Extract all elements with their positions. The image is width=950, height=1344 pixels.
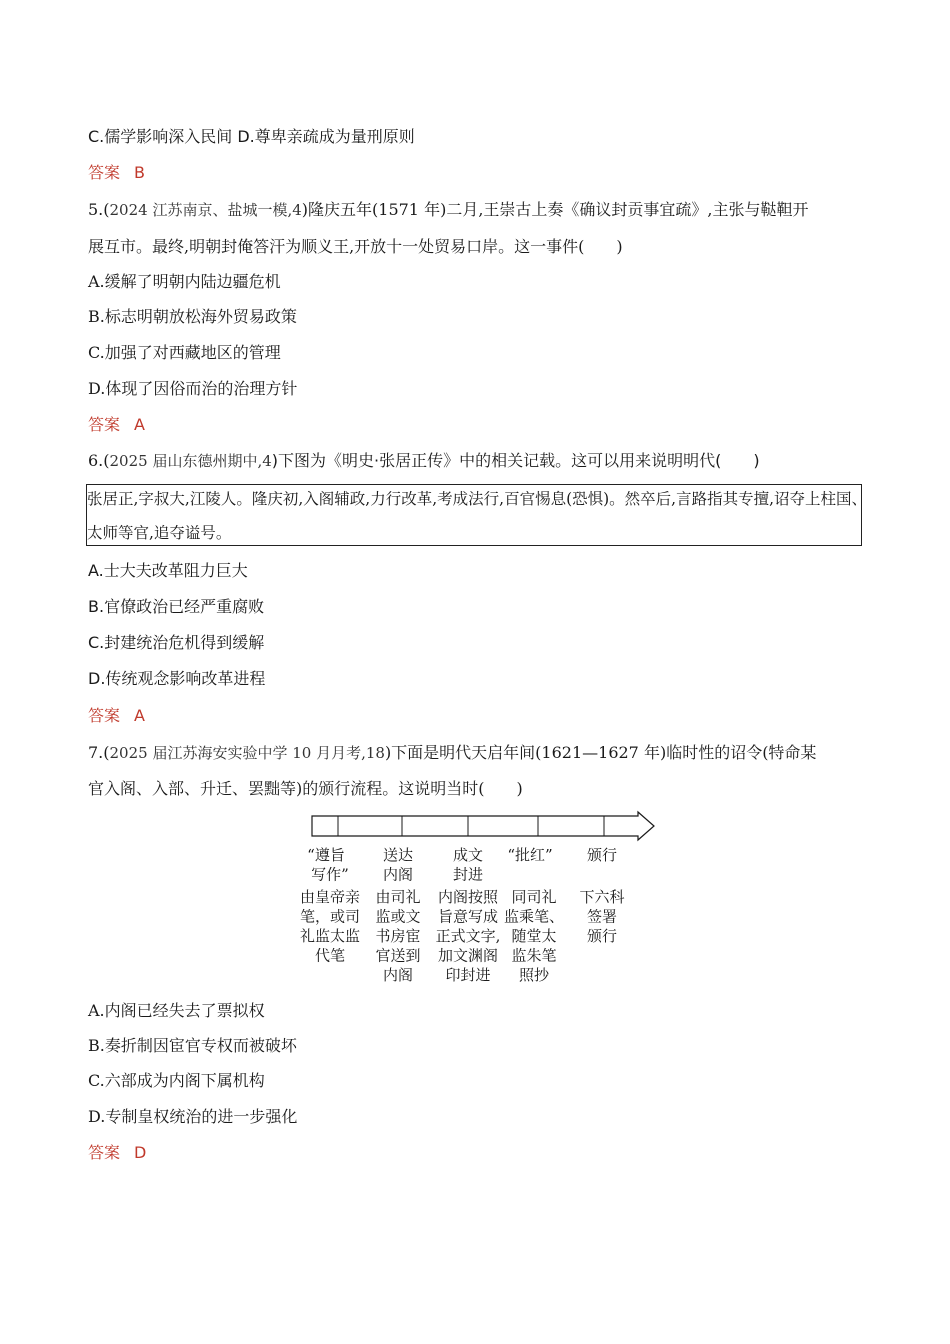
flow-step-description: 监朱笔	[511, 946, 557, 965]
flow-step-description: 监或文	[375, 907, 421, 926]
q7-option-d: D.专制皇权统治的进一步强化	[88, 1107, 298, 1126]
q4-options-cd: C.儒学影响深入民间 D.尊卑亲疏成为量刑原则	[88, 127, 415, 146]
answer-value: A	[134, 415, 145, 434]
flow-step-description: 下六科	[579, 888, 625, 906]
flow-step-description: 加文渊阁	[437, 946, 499, 965]
q6-option-a: A.士大夫改革阻力巨大	[88, 561, 248, 580]
q5-option-b: B.标志明朝放松海外贸易政策	[88, 307, 297, 326]
flow-step-title: 内阁	[382, 865, 414, 884]
q5-answer	[88, 414, 145, 436]
quote-line-1: 张居正,字叔大,江陵人。隆庆初,入阁辅政,力行改革,考成法行,百官惕息(恐惧)。然卒后,言路指其专擅,诏夺上柱国、	[87, 490, 868, 508]
q5-option-a: A.缓解了明朝内陆边疆危机	[88, 272, 281, 291]
q5-option-d: D.体现了因俗而治的治理方针	[88, 379, 298, 398]
question-source: 2025 届江苏海安实验中学 10 月月考,18	[109, 744, 385, 762]
q6-answer	[88, 705, 145, 727]
stem-text: )隆庆五年(1571 年)二月,王崇古上奏《确议封贡事宜疏》,主张与鞑靼开	[301, 200, 809, 219]
flow-step-description: 监乘笔、	[503, 907, 565, 926]
flow-step-description: 旨意写成	[437, 907, 499, 926]
quote-box	[86, 484, 868, 546]
flow-step-title: 写作”	[311, 865, 349, 884]
flow-step-description: 官送到	[375, 946, 421, 965]
q5-stem-line-2: 展互市。最终,明朝封俺答汗为顺义王,开放十一处贸易口岸。这一事件( )	[88, 237, 623, 256]
flow-step-title: “遵旨	[307, 846, 345, 864]
q6-option-c: C.封建统治危机得到缓解	[88, 633, 265, 652]
question-number: 7.(	[88, 743, 110, 762]
flow-step-description: 内阁	[382, 966, 414, 984]
answer-label: 答案	[88, 706, 121, 725]
q7-stem-line-2: 官入阁、入部、升迁、罢黜等)的颁行流程。这说明当时( )	[88, 779, 523, 798]
flow-step-description: 颁行	[586, 927, 618, 945]
flow-step-description: 书房宦	[375, 927, 421, 945]
answer-label: 答案	[88, 163, 121, 182]
flow-step-description: 由司礼	[375, 888, 421, 906]
flow-step-title: 送达	[382, 846, 414, 864]
q6-stem	[88, 450, 760, 472]
stem-text: )下图为《明史·张居正传》中的相关记载。这可以用来说明明代( )	[271, 451, 760, 470]
flow-step-description: 笔，或司	[299, 907, 361, 926]
q6-option-d: D.传统观念影响改革进程	[88, 669, 266, 688]
flow-step-description: 签署	[586, 907, 618, 926]
answer-label: 答案	[88, 415, 121, 434]
flow-step-description: 礼监太监	[299, 927, 361, 945]
q5-stem-line-1	[88, 199, 809, 221]
flow-step-title: “批红”	[507, 846, 553, 864]
flow-step-description: 正式文字,	[435, 927, 501, 945]
q7-option-b: B.奏折制因宦官专权而被破坏	[88, 1036, 297, 1055]
flow-step-description: 印封进	[445, 966, 491, 984]
quote-line-2: 太师等官,追夺谥号。	[87, 524, 232, 542]
flow-step-title: 封进	[452, 865, 484, 884]
answer-value: D	[134, 1143, 147, 1162]
process-flow-diagram	[276, 810, 676, 990]
flow-step-description: 照抄	[518, 966, 550, 984]
timeline-arrow	[312, 812, 654, 840]
q7-answer	[88, 1142, 146, 1164]
q7-option-c: C.六部成为内阁下属机构	[88, 1071, 265, 1090]
flow-step-description: 由皇帝亲	[299, 888, 361, 906]
question-source: 2024 江苏南京、盐城一模,4	[109, 201, 302, 219]
q5-option-c: C.加强了对西藏地区的管理	[88, 343, 281, 362]
flow-step-description: 内阁按照	[437, 888, 499, 906]
answer-value: A	[134, 706, 145, 725]
flow-step-description: 代笔	[314, 946, 346, 965]
answer-value: B	[134, 163, 145, 182]
flow-step-description: 同司礼	[511, 888, 557, 906]
flow-step-title: 成文	[452, 846, 484, 864]
question-number: 6.(	[88, 451, 110, 470]
flow-step-title: 颁行	[586, 846, 618, 864]
question-number: 5.(	[88, 200, 110, 219]
q7-option-a: A.内阁已经失去了票拟权	[88, 1001, 265, 1020]
q7-stem-line-1	[88, 742, 816, 764]
stem-text: )下面是明代天启年间(1621—1627 年)临时性的诏令(特命某	[384, 743, 817, 762]
flow-step-description: 随堂太	[511, 927, 557, 945]
answer-label: 答案	[88, 1143, 121, 1162]
q4-answer	[88, 162, 145, 184]
question-source: 2025 届山东德州期中,4	[109, 452, 272, 470]
q6-option-b: B.官僚政治已经严重腐败	[88, 597, 265, 616]
